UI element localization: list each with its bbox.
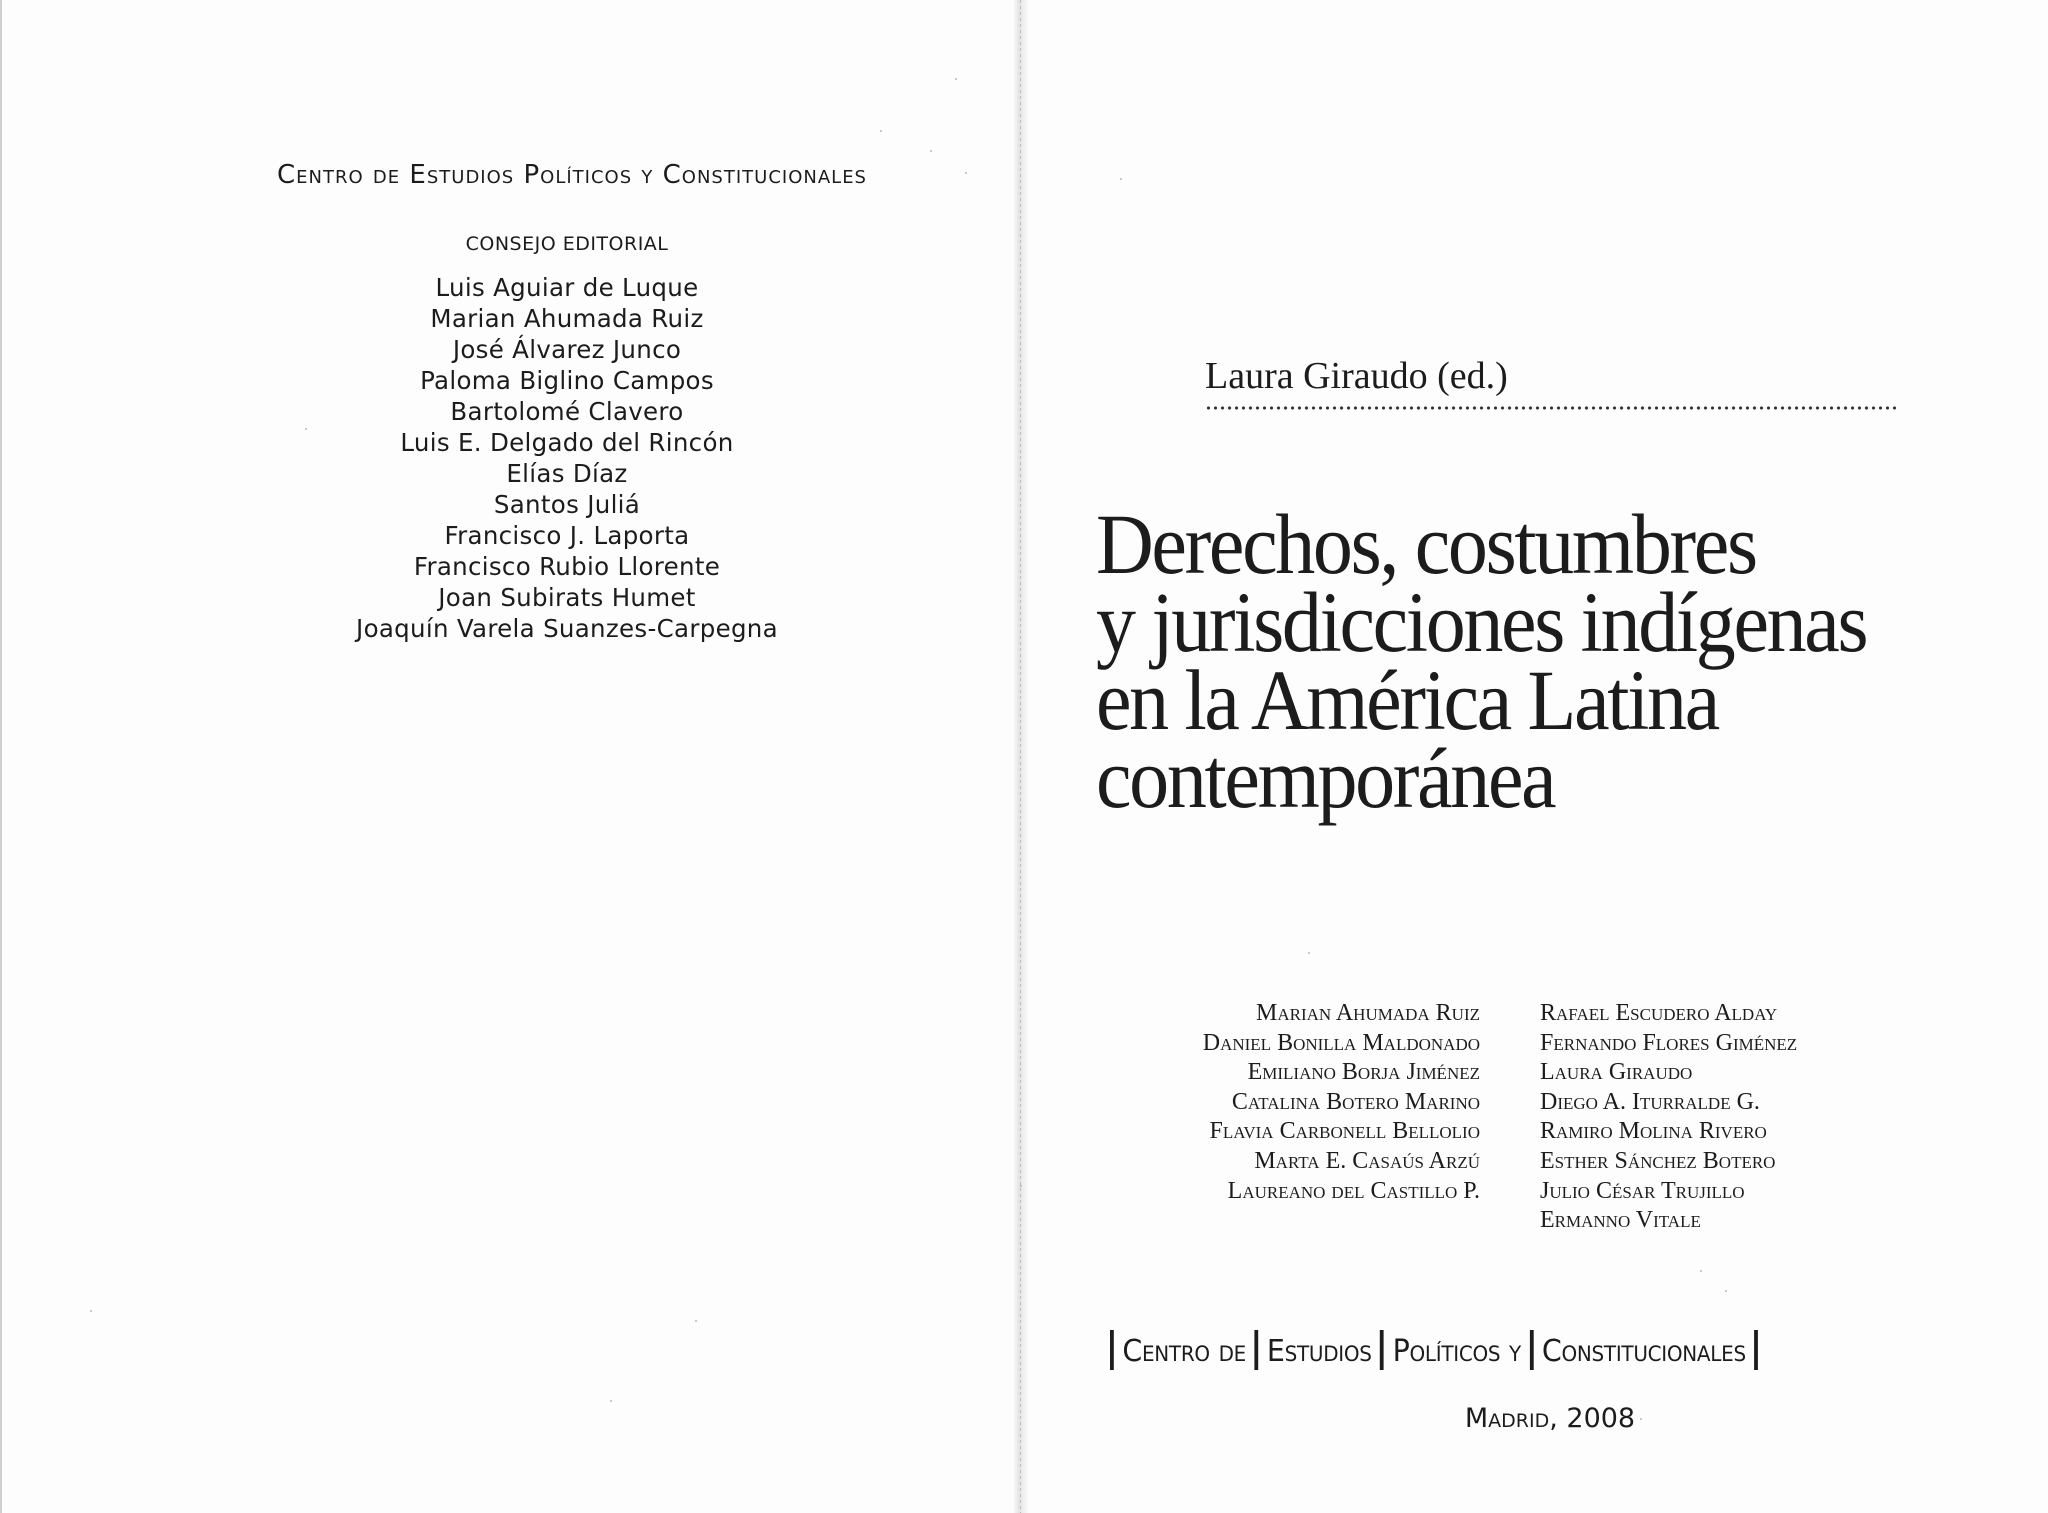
author-name: Marta E. Casaús Arzú [1254, 1147, 1480, 1174]
authors-column-left [1080, 999, 1480, 1206]
publisher-segment: Políticos y [1392, 1334, 1521, 1369]
scan-speck [880, 130, 882, 132]
authors-column-right [1540, 999, 1960, 1236]
publisher-name-text: Centro de Estudios Políticos y Constitucionales [277, 160, 867, 190]
board-member: Paloma Biglino Campos [420, 366, 714, 395]
author-name: Ramiro Molina Rivero [1540, 1118, 1767, 1145]
board-member: Santos Juliá [493, 490, 641, 519]
author-name: Ermanno Vitale [1540, 1207, 1701, 1234]
board-member: José Álvarez Junco [452, 335, 682, 364]
scan-speck [1700, 1270, 1702, 1272]
imprint: Madrid, 2008 [1464, 1403, 1636, 1434]
title-line: contemporánea [1096, 730, 1555, 826]
scan-speck [90, 1310, 92, 1312]
author-name: Daniel Bonilla Maldonado [1202, 1029, 1480, 1056]
scan-speck [955, 78, 957, 80]
board-member: Elías Díaz [506, 459, 628, 488]
author-name: Diego A. Iturralde G. [1540, 1088, 1760, 1115]
author-name: Fernando Flores Giménez [1540, 1029, 1798, 1056]
editorial-board-title: CONSEJO EDITORIAL [465, 233, 669, 255]
separator-bar [1255, 1330, 1259, 1370]
scan-speck [1020, 1185, 1022, 1187]
author-name: Flavia Carbonell Bellolio [1209, 1118, 1480, 1145]
scan-speck [1308, 952, 1310, 954]
author-name: Rafael Escudero Alday [1540, 1000, 1778, 1026]
author-name: Esther Sánchez Botero [1540, 1147, 1776, 1174]
author-name: Marian Ahumada Ruiz [1255, 1000, 1480, 1026]
author-name: Laureano del Castillo P. [1227, 1177, 1480, 1204]
scan-speck [1640, 1418, 1642, 1420]
publisher-segment: Estudios [1266, 1334, 1372, 1369]
scan-speck [1725, 1290, 1727, 1292]
title-line: Derechos, costumbres [1096, 496, 1756, 592]
title-line: y jurisdicciones indígenas [1096, 574, 1867, 670]
editor-name: Laura Giraudo (ed.) [1205, 355, 1508, 397]
author-name: Laura Giraudo [1540, 1059, 1693, 1086]
left-page [0, 0, 1020, 1513]
separator-bar [1530, 1330, 1534, 1370]
title-line: en la América Latina [1096, 652, 1718, 748]
scan-speck [695, 1320, 697, 1322]
publisher-segment: Centro de [1122, 1334, 1246, 1369]
separator-bar [1754, 1330, 1758, 1370]
board-member: Marian Ahumada Ruiz [430, 304, 704, 333]
scan-speck [965, 172, 967, 174]
separator-bar [1110, 1330, 1114, 1370]
book-gutter [1014, 0, 1028, 1513]
author-name: Emiliano Borja Jiménez [1247, 1059, 1480, 1086]
editorial-board-list [2, 272, 1132, 644]
board-member: Francisco J. Laporta [444, 521, 690, 550]
publisher-logo-bar [1110, 1330, 1767, 1370]
book-title [1096, 496, 1867, 826]
publisher-segment: Constitucionales [1541, 1334, 1746, 1369]
board-member: Joan Subirats Humet [438, 583, 696, 612]
dotted-rule [1205, 405, 1897, 411]
board-member: Bartolomé Clavero [450, 397, 684, 426]
author-name: Julio César Trujillo [1540, 1177, 1745, 1204]
board-member: Francisco Rubio Llorente [413, 552, 721, 581]
scan-speck [930, 150, 932, 152]
publisher-name [2, 160, 1142, 190]
scan-speck [305, 428, 307, 430]
author-name: Catalina Botero Marino [1231, 1088, 1480, 1115]
scan-speck [610, 1400, 612, 1402]
board-member: Joaquín Varela Suanzes-Carpegna [356, 614, 778, 643]
board-member: Luis E. Delgado del Rincón [400, 428, 734, 457]
board-member: Luis Aguiar de Luque [435, 273, 699, 302]
separator-bar [1380, 1330, 1384, 1370]
scan-speck [1120, 178, 1122, 180]
